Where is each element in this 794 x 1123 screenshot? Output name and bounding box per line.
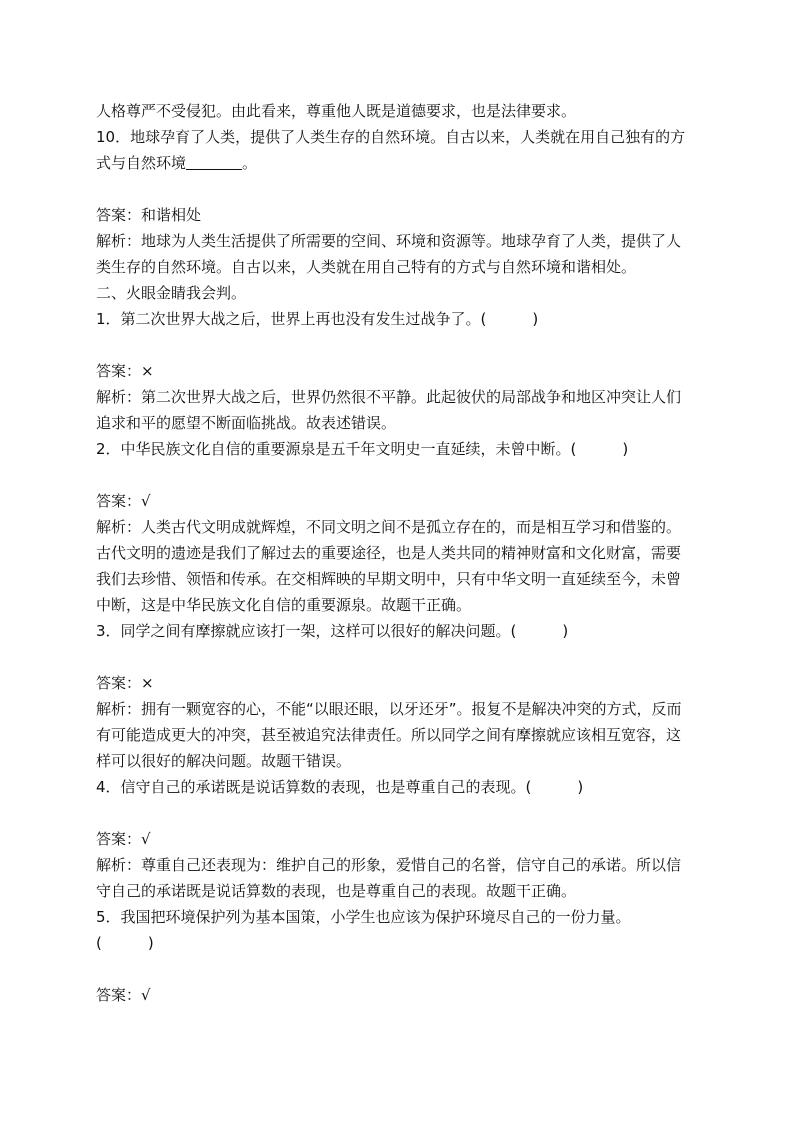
analysis-2-cont: 我们去珍惜、领悟和传承。在交相辉映的早期文明中，只有中华文明一直延续至今，未曾 (96, 570, 682, 588)
answer-10: 答案：和谐相处 (96, 206, 202, 224)
question-10: 10．地球孕育了人类，提供了人类生存的自然环境。自古以来，人类就在用自己独有的方 (96, 128, 686, 146)
analysis-3-cont: 样可以很好的解决问题。故题干错误。 (96, 752, 352, 770)
analysis-1-cont: 追求和平的愿望不断面临挑战。故表述错误。 (96, 414, 397, 432)
analysis-4: 解析：尊重自己还表现为：维护自己的形象，爱惜自己的名誉，信守自己的承诺。所以信 (96, 856, 682, 874)
analysis-10-cont: 类生存的自然环境。自古以来，人类就在用自己特有的方式与自然环境和谐相处。 (96, 258, 637, 276)
analysis-4-cont: 守自己的承诺既是说话算数的表现，也是尊重自己的表现。故题干正确。 (96, 882, 577, 900)
section-heading: 二、火眼金睛我会判。 (96, 284, 247, 302)
text-line: 人格尊严不受侵犯。由此看来，尊重他人既是道德要求，也是法律要求。 (96, 102, 577, 120)
answer-5: 答案：√ (96, 986, 151, 1004)
question-4: 4．信守自己的承诺既是说话算数的表现，也是尊重自己的表现。( ) (96, 778, 584, 796)
answer-3: 答案：× (96, 674, 154, 692)
answer-4: 答案：√ (96, 830, 151, 848)
document-body (96, 98, 726, 1008)
analysis-1: 解析：第二次世界大战之后，世界仍然很不平静。此起彼伏的局部战争和地区冲突让人们 (96, 388, 682, 406)
question-5: 5．我国把环境保护列为基本国策，小学生也应该为保护环境尽自己的一份力量。 (96, 908, 631, 926)
fill-blank (186, 153, 242, 170)
analysis-3-cont: 有可能造成更大的冲突，甚至被追究法律责任。所以同学之间有摩擦就应该相互宽容，这 (96, 726, 682, 744)
question-3: 3．同学之间有摩擦就应该打一架，这样可以很好的解决问题。( ) (96, 622, 569, 640)
question-5-paren: ( ) (96, 934, 154, 952)
answer-2: 答案：√ (96, 492, 151, 510)
question-1: 1．第二次世界大战之后，世界上再也没有发生过战争了。( ) (96, 310, 539, 328)
answer-1: 答案：× (96, 362, 154, 380)
analysis-2: 解析：人类古代文明成就辉煌，不同文明之间不是孤立存在的，而是相互学习和借鉴的。 (96, 518, 682, 536)
analysis-2-cont: 古代文明的遗迹是我们了解过去的重要途径，也是人类共同的精神财富和文化财富，需要 (96, 544, 682, 562)
analysis-10: 解析：地球为人类生活提供了所需要的空间、环境和资源等。地球孕育了人类，提供了人 (96, 232, 682, 250)
analysis-3: 解析：拥有一颗宽容的心，不能“以眼还眼，以牙还牙”。报复不是解决冲突的方式，反而 (96, 700, 682, 718)
question-2: 2．中华民族文化自信的重要源泉是五千年文明史一直延续，未曾中断。( ) (96, 440, 629, 458)
question-10-cont: 式与自然环境 。 (96, 154, 258, 172)
analysis-2-cont: 中断，这是中华民族文化自信的重要源泉。故题干正确。 (96, 596, 472, 614)
